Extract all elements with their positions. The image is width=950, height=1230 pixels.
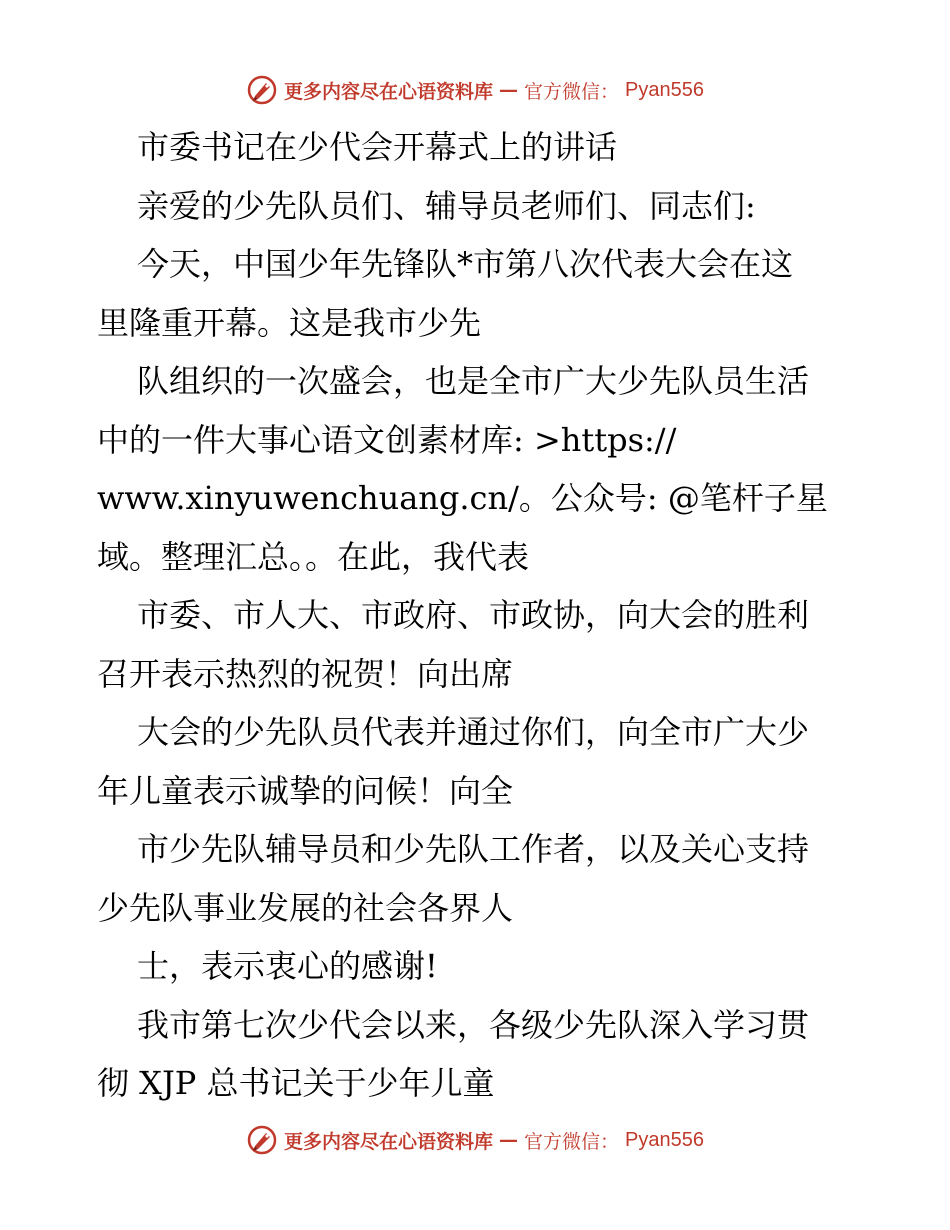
text-line: 中的一件大事心语文创素材库: >https:// — [97, 420, 677, 459]
text-line: 彻 XJP 总书记关于少年儿童 — [97, 1064, 495, 1102]
banner-wechat-id: Pyan556 — [625, 78, 704, 101]
footer-banner — [0, 1120, 950, 1160]
text-line: 士，表示衷心的感谢! — [137, 947, 438, 985]
banner-title: 更多内容尽在心语资料库 — [284, 80, 494, 103]
text-line: 域。整理汇总。。在此，我代表 — [97, 537, 530, 576]
text-line: 里隆重开幕。这是我市少先 — [97, 303, 482, 342]
text-line: www.xinyuwenchuang.cn/。公众号: @笔杆子星 — [97, 479, 828, 517]
banner-official-label: 官方微信： — [524, 1130, 620, 1153]
text-line: 市委、市人大、市政府、市政协，向大会的胜利 — [137, 596, 810, 634]
text-line: 市少先队辅导员和少先队工作者，以及关心支持 — [137, 830, 810, 868]
text-line: 队组织的一次盛会，也是全市广大少先队员生活 — [137, 362, 810, 400]
document-body — [97, 118, 857, 1113]
document-title: 市委书记在少代会开幕式上的讲话 — [137, 128, 618, 166]
pen-nib-logo-icon — [246, 1124, 278, 1156]
header-banner — [0, 70, 950, 110]
text-line: 大会的少先队员代表并通过你们，向全市广大少 — [137, 713, 810, 751]
text-line: 召开表示热烈的祝贺！向出席 — [97, 654, 514, 693]
text-line: 年儿童表示诚挚的问候！向全 — [97, 771, 514, 810]
salutation-line: 亲爱的少先队员们、辅导员老师们、同志们: — [137, 186, 756, 225]
banner-wechat-id: Pyan556 — [625, 1128, 704, 1151]
banner-dash: — — [499, 1129, 519, 1151]
text-line: 今天，中国少年先锋队*市第八次代表大会在这 — [137, 245, 794, 283]
banner-official-label: 官方微信： — [524, 80, 620, 103]
text-line: 少先队事业发展的社会各界人 — [97, 888, 514, 927]
banner-title: 更多内容尽在心语资料库 — [284, 1130, 494, 1153]
pen-nib-logo-icon — [246, 74, 278, 106]
text-line: 我市第七次少代会以来，各级少先队深入学习贯 — [137, 1005, 810, 1044]
banner-dash: — — [499, 79, 519, 101]
